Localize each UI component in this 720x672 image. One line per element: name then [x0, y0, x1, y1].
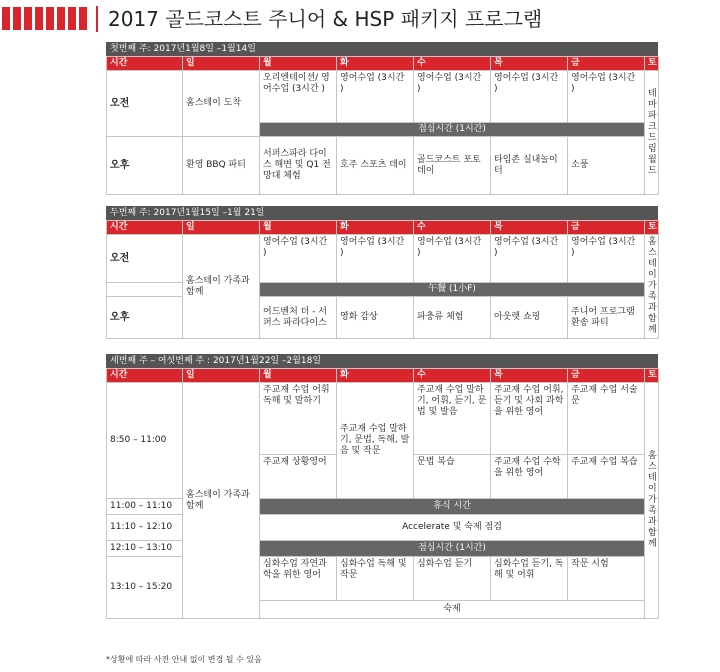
- week2-tue-pm: 영화 감상: [337, 297, 414, 339]
- week2-wed-pm: 파충류 체험: [414, 297, 491, 339]
- week1-day-header: [107, 57, 659, 71]
- week3-accelerate: Accelerate 및 숙제 점검: [260, 515, 645, 541]
- week1-fri-am: 영어수업 (3시간 ): [568, 71, 645, 123]
- col-sat: 토: [645, 221, 659, 235]
- week1-mon-pm: 서퍼스파라 다이스 해변 및 Q1 전망대 체험: [260, 137, 337, 195]
- week3-lunch-band: 점심시간 (1시간): [260, 541, 645, 557]
- col-time: 시간: [107, 369, 183, 383]
- week3-fri-a: 주교재 수업 서술문: [568, 383, 645, 455]
- week3-wed-b: 문법 복습: [414, 455, 491, 499]
- week1-sat: 테마파크 드림월드: [645, 71, 659, 195]
- week3-time-4: 12:10 – 13:10: [107, 541, 183, 557]
- week1-header: 첫번째 주: 2017년1월8일 –1월14일: [106, 42, 658, 56]
- col-wed: 수: [414, 369, 491, 383]
- col-mon: 월: [260, 369, 337, 383]
- week2-header: 두번째 주: 2017년1월15일 –1월 21일: [106, 206, 658, 220]
- col-thu: 목: [491, 369, 568, 383]
- col-sat: 토: [645, 369, 659, 383]
- col-tue: 화: [337, 369, 414, 383]
- page-title: 2017 골드코스트 주니어 & HSP 패키지 프로그램: [108, 7, 543, 31]
- col-fri: 금: [568, 221, 645, 235]
- week3-time-2: 11:00 – 11:10: [107, 499, 183, 515]
- week1-fri-pm: 소풍: [568, 137, 645, 195]
- col-fri: 금: [568, 369, 645, 383]
- col-sun: 일: [183, 57, 260, 71]
- week3-fri-b: 주교재 수업 복습: [568, 455, 645, 499]
- col-sun: 일: [183, 369, 260, 383]
- week3-time-3: 11:10 – 12:10: [107, 515, 183, 541]
- week2-lunch-band: 午餐 (1小F): [260, 282, 645, 297]
- week3-table: [106, 368, 659, 619]
- col-time: 시간: [107, 221, 183, 235]
- col-wed: 수: [414, 57, 491, 71]
- brand-logo: [2, 7, 88, 30]
- week3-sat: 홈스테이 가족과 함께: [645, 383, 659, 619]
- week2-fri-am: 영어수업 (3시간 ): [568, 235, 645, 283]
- week3-tue-a: 주교재 수업 말하기, 문법, 독해, 발음 및 작문: [337, 383, 414, 499]
- week1-sun-pm: 환영 BBQ 파티: [183, 137, 260, 195]
- week1-afternoon-label: 오후: [107, 137, 183, 195]
- week3-tue-c: 심화수업 독해 및 작문: [337, 557, 414, 601]
- week1-lunch-band: 점심시간 (1시간): [260, 123, 645, 137]
- week2-thu-pm: 아웃렛 쇼핑: [491, 297, 568, 339]
- week3-day-header: [107, 369, 659, 383]
- week2-section: [106, 206, 658, 339]
- week3-wed-c: 심화수업 듣기: [414, 557, 491, 601]
- week1-sun-am: 홈스테이 도착: [183, 71, 260, 137]
- week2-morning-label: 오전: [107, 235, 183, 283]
- col-sun: 일: [183, 221, 260, 235]
- week1-thu-am: 영어수업 (3시간 ): [491, 71, 568, 123]
- week3-thu-c: 심화수업 듣기, 독해 및 어휘: [491, 557, 568, 601]
- week2-thu-am: 영어수업 (3시간 ): [491, 235, 568, 283]
- week3-thu-b: 주교재 수업 수학을 위한 영어: [491, 455, 568, 499]
- week1-wed-am: 영어수업 (3시간 ): [414, 71, 491, 123]
- col-mon: 월: [260, 221, 337, 235]
- week3-time-5: 13:10 – 15:20: [107, 557, 183, 619]
- week2-mon-pm: 어드벤처 더 - 서퍼스 파라다이스: [260, 297, 337, 339]
- week1-thu-pm: 타임존 실내놀이터: [491, 137, 568, 195]
- week2-day-header: [107, 221, 659, 235]
- col-time: 시간: [107, 57, 183, 71]
- week3-mon-a: 주교재 수업 어휘 독해 및 말하기: [260, 383, 337, 455]
- week2-tue-am: 영어수업 (3시간 ): [337, 235, 414, 283]
- week1-wed-pm: 골드코스트 포토 데이: [414, 137, 491, 195]
- col-sat: 토: [645, 57, 659, 71]
- col-mon: 월: [260, 57, 337, 71]
- week3-homework: 숙제: [260, 601, 645, 619]
- week1-section: [106, 42, 658, 195]
- week3-time-1: 8:50 – 11:00: [107, 383, 183, 499]
- week3-mon-c: 심화수업 자연과학을 위한 영어: [260, 557, 337, 601]
- week3-wed-a: 주교재 수업 말하기, 어휘, 듣기, 문법 및 발음: [414, 383, 491, 455]
- col-tue: 화: [337, 57, 414, 71]
- week1-morning-label: 오전: [107, 71, 183, 137]
- week3-section: [106, 354, 658, 619]
- week2-fri-pm: 주니어 프로그램 환송 파티: [568, 297, 645, 339]
- week2-afternoon-label: 오후: [107, 297, 183, 339]
- week2-mon-am: 영어수업 (3시간 ): [260, 235, 337, 283]
- week3-header: 세번째 주 – 여섯번째 주 : 2017년1월22일 –2월18일: [106, 354, 658, 368]
- week2-sat: 홈스테이 가족과 함께: [645, 235, 659, 339]
- week1-tue-pm: 호주 스포츠 데이: [337, 137, 414, 195]
- col-thu: 목: [491, 221, 568, 235]
- col-tue: 화: [337, 221, 414, 235]
- week2-sun: 홈스테이 가족과 함께: [183, 235, 260, 339]
- week3-fri-c: 작문 시험: [568, 557, 645, 601]
- col-wed: 수: [414, 221, 491, 235]
- week2-table: [106, 220, 659, 339]
- week2-wed-am: 영어수업 (3시간 ): [414, 235, 491, 283]
- footnote: *상황에 따라 사전 안내 없이 변경 될 수 있음: [106, 655, 262, 664]
- col-fri: 금: [568, 57, 645, 71]
- week1-table: [106, 56, 659, 195]
- title-divider: [96, 6, 98, 32]
- week1-tue-am: 영어수업 (3시간 ): [337, 71, 414, 123]
- week3-break-band: 휴식 시간: [260, 499, 645, 515]
- week3-thu-a: 주교재 수업 어휘, 듣기 및 사회 과학을 위한 영어: [491, 383, 568, 455]
- week3-mon-b: 주교재 상황영어: [260, 455, 337, 499]
- week3-sun: 홈스테이 가족과 함께: [183, 383, 260, 619]
- week1-mon-am: 오리엔테이션/ 영어수업 (3시간 ): [260, 71, 337, 123]
- col-thu: 목: [491, 57, 568, 71]
